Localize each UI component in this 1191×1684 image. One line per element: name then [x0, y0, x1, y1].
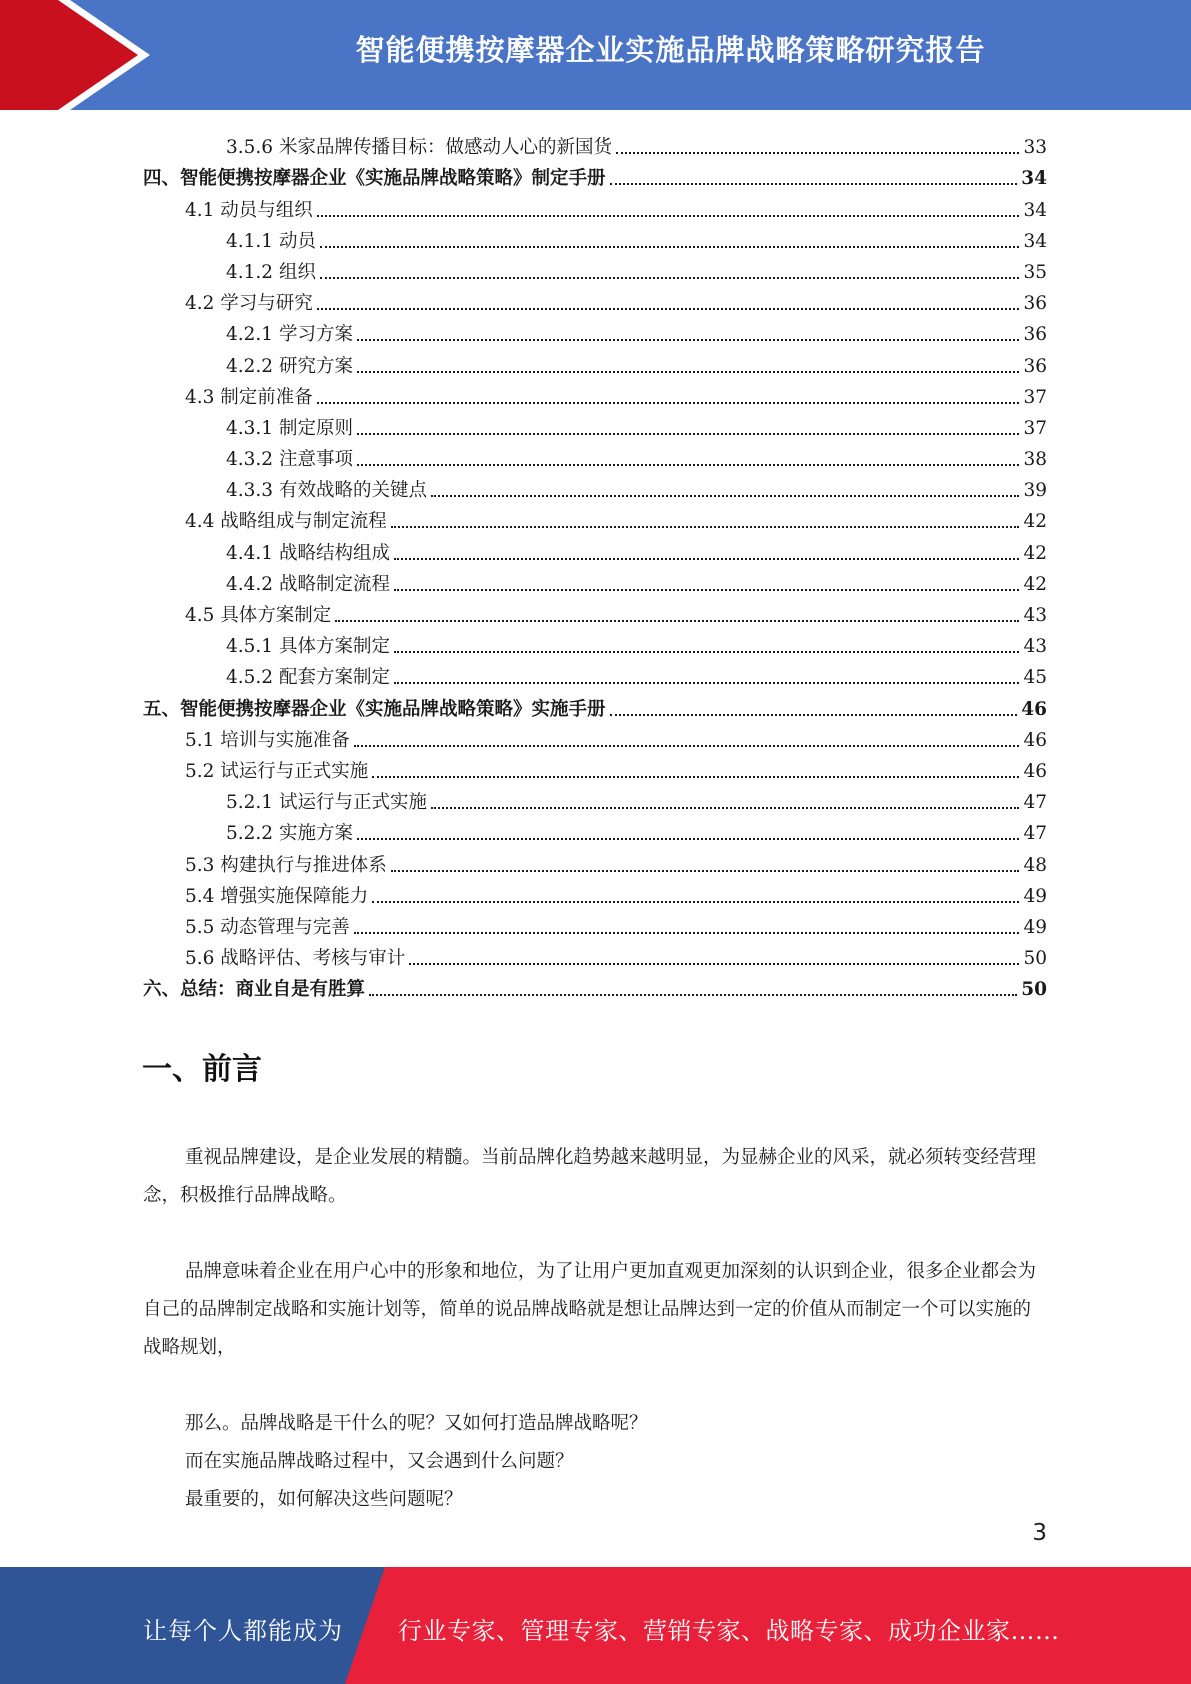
toc-entry[interactable] [143, 845, 1047, 876]
toc-entry[interactable] [143, 721, 1047, 752]
toc-entry-label: 5.2.2 实施方案 [226, 823, 353, 845]
toc-entry-label: 4.5.1 具体方案制定 [226, 636, 390, 658]
paragraph: 重视品牌建设，是企业发展的精髓。当前品牌化趋势越来越明显，为显赫企业的风采，就必须转变经营理念，积极推行品牌战略。 [143, 1147, 1037, 1206]
toc-entry[interactable] [143, 689, 1047, 720]
toc-entry[interactable] [143, 970, 1047, 1001]
toc-dot-leader [394, 558, 1019, 560]
paragraph: 品牌意味着企业在用户心中的形象和地位，为了让用户更加直观更加深刻的认识到企业，很多企业都会为自己的品牌制定战略和实施计划等，简单的说品牌战略就是想让品牌达到一定的价值从而制定一个可以实施的战略规划， [143, 1261, 1037, 1358]
toc-entry-page: 36 [1023, 355, 1047, 377]
question-line: 而在实施品牌战略过程中，又会遇到什么问题？ [185, 1451, 574, 1472]
toc-dot-leader [357, 339, 1020, 341]
toc-entry-page: 37 [1023, 417, 1047, 439]
footer-slogan-right: 行业专家、管理专家、营销专家、战略专家、成功企业家…… [398, 1617, 1060, 1645]
toc-entry[interactable] [143, 752, 1047, 783]
toc-entry-label: 六、总结：商业自是有胜算 [143, 979, 366, 1001]
toc-dot-leader [610, 183, 1018, 185]
toc-entry-label: 5.2.1 试运行与正式实施 [226, 792, 427, 814]
toc-entry-label: 4.2 学习与研究 [185, 293, 313, 315]
toc-entry-label: 4.5 具体方案制定 [185, 605, 332, 626]
toc-entry-page: 46 [1021, 698, 1047, 720]
toc-entry-label: 5.6 战略评估、考核与审计 [185, 948, 406, 970]
toc-entry[interactable] [143, 440, 1047, 471]
toc-entry-label: 5.3 构建执行与推进体系 [185, 854, 387, 876]
page-footer [0, 1567, 1191, 1684]
toc-entry-page: 35 [1023, 261, 1047, 283]
toc-entry-page: 39 [1023, 480, 1047, 502]
page-number: 3 [1032, 1520, 1047, 1546]
toc-dot-leader [320, 277, 1020, 279]
toc-entry[interactable] [143, 877, 1047, 908]
toc-entry-page: 50 [1021, 979, 1047, 1001]
toc-dot-leader [357, 838, 1020, 840]
toc-entry-page: 49 [1023, 916, 1047, 938]
toc-dot-leader [431, 495, 1019, 497]
toc-dot-leader [317, 402, 1020, 404]
toc-entry[interactable] [143, 284, 1047, 315]
toc-entry-page: 47 [1023, 823, 1047, 845]
toc-entry-page: 38 [1023, 449, 1047, 471]
toc-entry-page: 42 [1023, 511, 1047, 533]
toc-entry-page: 37 [1023, 386, 1047, 408]
toc-dot-leader [354, 745, 1020, 747]
toc-entry-page: 33 [1023, 137, 1047, 159]
toc-entry-label: 5.2 试运行与正式实施 [185, 760, 369, 782]
toc-entry-label: 4.4.2 战略制定流程 [226, 573, 390, 595]
toc-entry[interactable] [143, 814, 1047, 845]
toc-entry[interactable] [143, 783, 1047, 814]
toc-entry-label: 3.5.6 米家品牌传播目标：做感动人心的新国货 [226, 137, 612, 159]
toc-entry-page: 43 [1023, 605, 1047, 626]
toc-entry-label: 4.3 制定前准备 [185, 386, 313, 408]
toc-entry[interactable] [143, 908, 1047, 939]
toc-entry-label: 4.4.1 战略结构组成 [226, 542, 390, 564]
toc-dot-leader [391, 870, 1020, 872]
toc-entry[interactable] [143, 533, 1047, 564]
toc-entry-page: 42 [1023, 542, 1047, 564]
section-heading: 一、前言 [142, 1052, 262, 1087]
toc-entry[interactable] [143, 190, 1047, 221]
toc-entry-label: 4.2.2 研究方案 [226, 355, 353, 377]
toc-dot-leader [335, 620, 1019, 622]
toc-dot-leader [354, 932, 1020, 934]
toc-dot-leader [394, 651, 1019, 653]
toc-entry-label: 5.5 动态管理与完善 [185, 916, 350, 938]
toc-dot-leader [357, 464, 1020, 466]
toc-dot-leader [357, 371, 1020, 373]
toc-entry-label: 4.4 战略组成与制定流程 [185, 511, 387, 533]
footer-slogan-left: 让每个人都能成为 [143, 1617, 343, 1645]
toc-entry-label: 4.5.2 配套方案制定 [226, 667, 390, 689]
toc-entry[interactable] [143, 253, 1047, 284]
document-title: 智能便携按摩器企业实施品牌战略策略研究报告 [355, 33, 986, 67]
toc-entry-page: 47 [1023, 792, 1047, 814]
toc-entry[interactable] [143, 222, 1047, 253]
toc-entry-page: 36 [1023, 293, 1047, 315]
toc-entry[interactable] [143, 565, 1047, 596]
toc-entry[interactable] [143, 596, 1047, 627]
toc-dot-leader [317, 308, 1020, 310]
toc-dot-leader [616, 152, 1019, 154]
toc-entry-label: 4.1.1 动员 [226, 230, 316, 252]
question-line: 那么。品牌战略是干什么的呢？又如何打造品牌战略呢？ [185, 1413, 648, 1434]
toc-entry-label: 四、智能便携按摩器企业《实施品牌战略策略》制定手册 [143, 168, 606, 190]
toc-dot-leader [357, 433, 1020, 435]
toc-dot-leader [317, 215, 1020, 217]
table-of-contents [143, 128, 1047, 1001]
toc-entry-label: 5.1 培训与实施准备 [185, 729, 350, 751]
toc-entry[interactable] [143, 378, 1047, 409]
toc-dot-leader [372, 901, 1019, 903]
toc-entry-page: 43 [1023, 636, 1047, 658]
question-line: 最重要的，如何解决这些问题呢？ [185, 1489, 463, 1510]
toc-entry[interactable] [143, 159, 1047, 190]
toc-dot-leader [372, 776, 1019, 778]
toc-dot-leader [431, 807, 1019, 809]
toc-entry-page: 48 [1023, 854, 1047, 876]
toc-entry[interactable] [143, 346, 1047, 377]
toc-dot-leader [409, 963, 1019, 965]
toc-entry[interactable] [143, 471, 1047, 502]
page-header [0, 0, 1191, 110]
toc-dot-leader [369, 994, 1017, 996]
toc-entry-page: 34 [1023, 199, 1047, 221]
toc-entry[interactable] [143, 409, 1047, 440]
toc-entry-page: 34 [1021, 168, 1047, 190]
toc-entry-label: 4.1 动员与组织 [185, 199, 313, 221]
toc-entry-label: 4.2.1 学习方案 [226, 324, 353, 346]
toc-entry-label: 4.1.2 组织 [226, 261, 316, 283]
toc-dot-leader [391, 526, 1020, 528]
toc-entry-page: 50 [1023, 948, 1047, 970]
toc-entry-label: 4.3.2 注意事项 [226, 449, 353, 471]
toc-entry[interactable] [143, 658, 1047, 689]
toc-entry-label: 4.3.1 制定原则 [226, 417, 353, 439]
toc-entry-page: 45 [1023, 667, 1047, 689]
toc-entry-page: 34 [1023, 230, 1047, 252]
toc-entry-label: 5.4 增强实施保障能力 [185, 885, 369, 907]
toc-entry[interactable] [143, 939, 1047, 970]
toc-entry[interactable] [143, 128, 1047, 159]
toc-entry-page: 36 [1023, 324, 1047, 346]
toc-entry-page: 46 [1023, 760, 1047, 782]
toc-entry-page: 46 [1023, 729, 1047, 751]
toc-dot-leader [394, 682, 1019, 684]
toc-entry-page: 49 [1023, 885, 1047, 907]
toc-entry-label: 五、智能便携按摩器企业《实施品牌战略策略》实施手册 [143, 698, 606, 720]
toc-dot-leader [394, 589, 1019, 591]
toc-entry[interactable] [143, 315, 1047, 346]
toc-entry-page: 42 [1023, 573, 1047, 595]
toc-entry-label: 4.3.3 有效战略的关键点 [226, 480, 427, 502]
toc-entry[interactable] [143, 502, 1047, 533]
toc-entry[interactable] [143, 627, 1047, 658]
toc-dot-leader [320, 246, 1020, 248]
toc-dot-leader [610, 714, 1018, 716]
